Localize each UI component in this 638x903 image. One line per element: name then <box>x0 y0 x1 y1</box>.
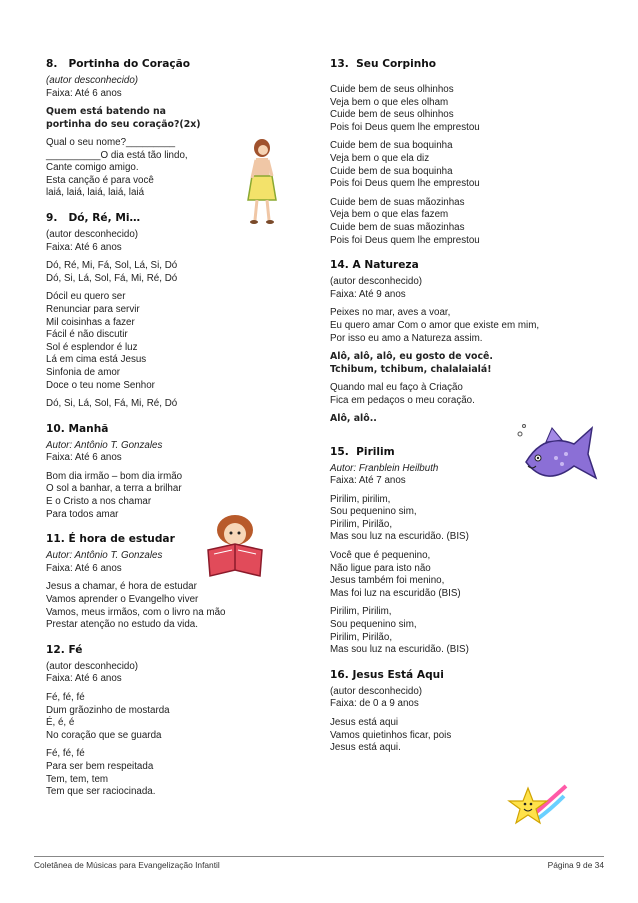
footer-title: Coletânea de Músicas para Evangelização Infantil <box>34 860 220 870</box>
song-author: Autor: Antônio T. Gonzales <box>46 439 163 451</box>
song-author: (autor desconhecido) <box>46 660 139 672</box>
song-16 <box>330 669 600 755</box>
song-verse: Pirilim, pirilim, Sou pequenino sim, Pirilim, Pirilão, Mas sou luz na escuridão. (BIS) <box>330 493 469 543</box>
song-chorus: Quem está batendo na portinha do seu coração?(2x) <box>46 106 201 130</box>
song-age: Faixa: Até 9 anos <box>330 288 406 300</box>
song-age: Faixa: Até 6 anos <box>46 452 122 464</box>
song-age: Faixa: Até 7 anos <box>330 475 406 487</box>
song-verse: Pirilim, Pirilim, Sou pequenino sim, Pirilim, Pirilão, Mas sou luz na escuridão. (BIS) <box>330 606 469 656</box>
song-age: Faixa: Até 6 anos <box>46 673 122 685</box>
song-author: (autor desconhecido) <box>46 75 139 86</box>
song-verse: Cuide bem de seus olhinhos Veja bem o que eles olham Cuide bem de seus olhinhos Pois foi Deus quem lhe emprestou <box>330 84 480 133</box>
song-14 <box>330 259 600 425</box>
song-author: Autor: Antônio T. Gonzales <box>46 550 163 562</box>
song-title-text: Portinha do Coração <box>68 58 191 70</box>
song-author: Autor: Franblein Heilbuth <box>330 462 439 474</box>
song-title: 16. Jesus Está Aqui <box>330 668 444 681</box>
song-verse: Cuide bem de sua boquinha Veja bem o que ela diz Cuide bem de sua boquinha Pois foi Deus quem lhe emprestou <box>330 140 480 190</box>
song-meta <box>46 440 316 465</box>
page-footer <box>34 856 604 870</box>
song-age: Faixa: de 0 a 9 anos <box>330 698 419 710</box>
right-column <box>330 58 600 761</box>
song-author: (autor desconhecido) <box>330 685 423 697</box>
song-title: 13. Seu Corpinho <box>330 58 437 70</box>
song-13 <box>330 58 600 247</box>
song-title: 12. Fé <box>46 643 83 656</box>
song-verse: Fé, fé, fé Dum grãozinho de mostarda É, é, é No coração que se guarda <box>46 692 170 741</box>
song-meta <box>46 661 316 686</box>
song-verse: Bom dia irmão – bom dia irmão O sol a banhar, a terra a brilhar E o Cristo a nos chamar Para todos amar <box>46 470 183 520</box>
song-verse: Dó, Ré, Mi, Fá, Sol, Lá, Si, Dó Dó, Si, Lá, Sol, Fá, Mi, Ré, Dó <box>46 260 178 284</box>
song-chorus: Alô, alô, alô, eu gosto de você. Tchibum, tchibum, chalalaialá! <box>330 351 493 375</box>
song-verse: Você que é pequenino, Não ligue para isto não Jesus também foi menino, Mas foi luz na escuridão (BIS) <box>330 550 461 599</box>
song-12 <box>46 644 316 799</box>
song-title: 10. Manhã <box>46 422 109 435</box>
song-verse: Fé, fé, fé Para ser bem respeitada Tem, tem, tem Tem que ser raciocinada. <box>46 748 156 798</box>
song-meta <box>330 686 600 711</box>
song-author: (autor desconhecido) <box>330 276 423 288</box>
song-age: Faixa: Até 6 anos <box>46 87 122 99</box>
song-10 <box>46 423 316 522</box>
song-meta <box>46 550 316 575</box>
song-verse: Cuide bem de suas mãozinhas Veja bem o que elas fazem Cuide bem de suas mãozinhas Pois foi Deus quem lhe emprestou <box>330 196 480 246</box>
song-age: Faixa: Até 6 anos <box>46 562 122 574</box>
song-title: 8. Portinha do Coração <box>46 58 191 70</box>
song-meta <box>330 276 600 301</box>
song-author: (autor desconhecido) <box>46 228 139 240</box>
song-meta <box>46 75 316 100</box>
song-verse: Peixes no mar, aves a voar, Eu quero amar Com o amor que existe em mim, Por isso eu amo a Natureza assim. <box>330 307 540 344</box>
song-verse: Jesus está aqui Vamos quietinhos ficar, pois Jesus está aqui. <box>330 717 452 754</box>
purple-fish-illustration <box>516 418 598 497</box>
smiling-star-illustration <box>506 782 568 843</box>
child-reading-book-illustration <box>202 510 268 585</box>
page-number: Página 9 de 34 <box>547 860 604 870</box>
song-age: Faixa: Até 6 anos <box>46 241 122 253</box>
song-verse: Jesus a chamar, é hora de estudar Vamos aprender o Evangelho viver Vamos, meus irmãos, com o livro na mão Prestar atenção no estudo da vida. <box>46 581 226 631</box>
song-11 <box>46 533 316 632</box>
song-title: 14. A Natureza <box>330 259 419 272</box>
song-verse: Qual o seu nome?_________ __________O dia está tão lindo, Cante comigo amigo. Esta canção é para você laiá, laiá, laiá, laiá, laiá <box>46 137 188 199</box>
song-verse: Quando mal eu faço à Criação Fica em pedaços o meu coração. <box>330 381 475 406</box>
song-title: 15. Pirilim <box>330 445 395 458</box>
song-verse: Dó, Si, Lá, Sol, Fá, Mi, Ré, Dó <box>46 398 178 410</box>
girl-illustration <box>242 138 282 233</box>
song-verse: Dócil eu quero ser Renunciar para servir Mil coisinhas a fazer Fácil é não discutir Sol é esplendor é luz Lá em cima está Jesus Sinfonia de amor Doce o teu nome Senhor <box>46 291 155 391</box>
song-title: 11. É hora de estudar <box>46 533 175 546</box>
song-title: 9. Dó, Ré, Mi… <box>46 211 141 224</box>
song-chorus: Alô, alô.. <box>330 413 377 425</box>
song-9 <box>46 212 316 411</box>
